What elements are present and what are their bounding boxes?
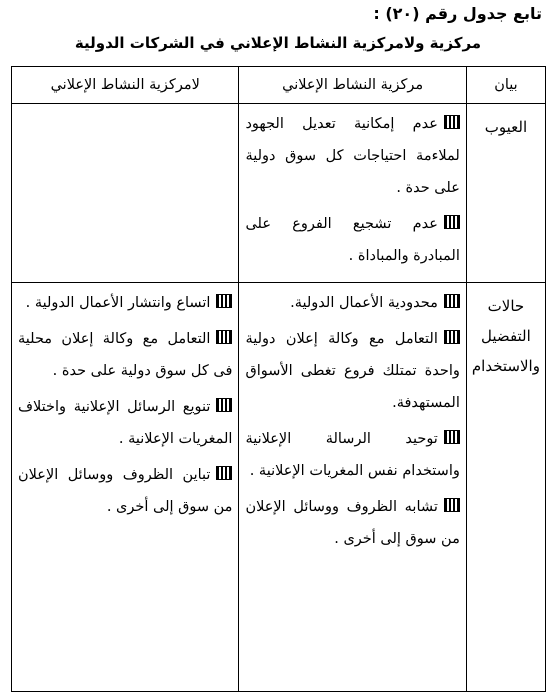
clapperboard-icon — [444, 430, 460, 444]
list-item: محدودية الأعمال الدولية. — [239, 283, 465, 319]
list-item: اتساع وانتشار الأعمال الدولية . — [12, 283, 238, 319]
clapperboard-icon — [216, 330, 232, 344]
list-item: تنويع الرسائل الإعلانية واختلاف المغريات الإعلانية . — [18, 399, 233, 447]
clapperboard-icon — [444, 115, 460, 129]
decentral-cell — [12, 104, 239, 283]
decentral-cell — [12, 283, 239, 692]
list-item: عدم تشجيع الفروع على المبادرة والمباداة . — [245, 216, 460, 264]
list-item: تباين الظروف ووسائل الإعلان من سوق إلى أخرى . — [18, 467, 233, 515]
row-label: حالات التفضيل والاستخدام — [466, 283, 545, 692]
list-item: تشابه الظروف ووسائل الإعلان من سوق إلى أخرى . — [245, 499, 460, 547]
central-cell — [239, 283, 466, 692]
clapperboard-icon — [216, 294, 232, 308]
header-row — [12, 67, 546, 104]
clapperboard-icon — [444, 330, 460, 344]
comparison-table — [11, 66, 546, 692]
header-decentralization: لامركزية النشاط الإعلاني — [12, 67, 239, 104]
table-subcaption: مركزية ولامركزية النشاط الإعلاني في الشركات الدولية — [74, 34, 482, 52]
list-item: التعامل مع وكالة إعلان دولية واحدة تمتلك فروع تغطى الأسواق المستهدفة. — [245, 331, 460, 411]
header-centralization: مركزية النشاط الإعلاني — [239, 67, 466, 104]
clapperboard-icon — [216, 398, 232, 412]
clapperboard-icon — [444, 215, 460, 229]
central-cell — [239, 104, 466, 283]
list-item: التعامل مع وكالة إعلان محلية فى كل سوق دولية على حدة . — [18, 331, 233, 379]
list-item: توحيد الرسالة الإعلانية واستخدام نفس المغريات الإعلانية . — [245, 431, 460, 479]
list-item: عدم إمكانية تعديل الجهود لملاءمة احتياجات كل سوق دولية على حدة . — [245, 116, 460, 196]
table-row-faults — [12, 104, 546, 283]
header-statement: بيان — [466, 67, 545, 104]
clapperboard-icon — [216, 466, 232, 480]
table-caption: تابع جدول رقم (٢٠) : — [373, 4, 542, 23]
table-row-conditions — [12, 283, 546, 692]
clapperboard-icon — [444, 498, 460, 512]
row-label: العيوب — [466, 104, 545, 283]
clapperboard-icon — [444, 294, 460, 308]
